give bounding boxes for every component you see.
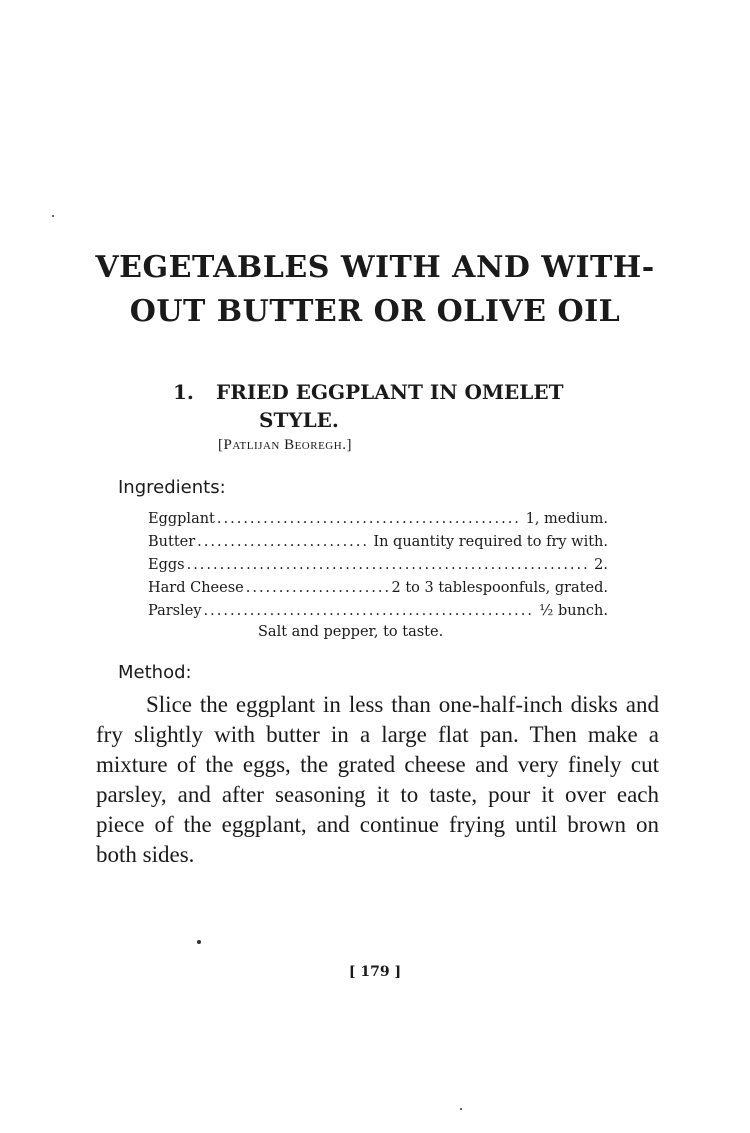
ingredient-row	[148, 600, 608, 623]
ingredient-quantity: ½ bunch.	[539, 603, 608, 619]
ingredient-row	[148, 508, 608, 531]
print-speck	[197, 940, 201, 944]
ingredient-name: Eggs	[148, 557, 185, 573]
leader-dots	[197, 531, 369, 554]
ingredients-label: Ingredients:	[118, 477, 226, 498]
chapter-title: VEGETABLES WITH AND WITH-OUT BUTTER OR OLIVE OIL	[95, 250, 655, 329]
ingredient-name: Butter	[148, 534, 196, 550]
recipe-title-line1: FRIED EGGPLANT IN OMELET	[216, 380, 564, 404]
ingredient-row	[148, 531, 608, 554]
leader-dots	[187, 554, 591, 577]
leader-dots	[217, 508, 522, 531]
method-text: Slice the eggplant in less than one-half-inch disks and fry slightly with butter in a large flat pan. Then make a mixture of the eggs, the grated cheese and very finely cut parsley, and after seasoning it to taste, pour it over each piece of the eggplant, and continue frying until brown on both sides.	[96, 692, 659, 867]
print-speck	[460, 1108, 462, 1110]
recipe-title-line2: STYLE.	[259, 408, 339, 432]
ingredients-list	[148, 508, 608, 623]
recipe-native-name: [Patlijan Beoregh.]	[218, 437, 352, 453]
recipe-number: 1.	[173, 380, 194, 404]
ingredient-quantity: 1, medium.	[525, 511, 608, 527]
seasoning-note: Salt and pepper, to taste.	[258, 624, 444, 640]
leader-dots	[204, 600, 536, 623]
print-speck	[52, 215, 54, 217]
method-label: Method:	[118, 662, 192, 683]
ingredient-name: Parsley	[148, 603, 202, 619]
ingredient-quantity: 2 to 3 tablespoonfuls, grated.	[391, 580, 608, 596]
ingredient-row	[148, 577, 608, 600]
page-number: [ 179 ]	[348, 964, 402, 980]
ingredient-name: Hard Cheese	[148, 580, 244, 596]
ingredient-name: Eggplant	[148, 511, 215, 527]
recipe-heading	[173, 378, 563, 434]
ingredient-quantity: 2.	[594, 557, 608, 573]
leader-dots	[246, 577, 388, 600]
ingredient-row	[148, 554, 608, 577]
ingredient-quantity: In quantity required to fry with.	[373, 534, 608, 550]
